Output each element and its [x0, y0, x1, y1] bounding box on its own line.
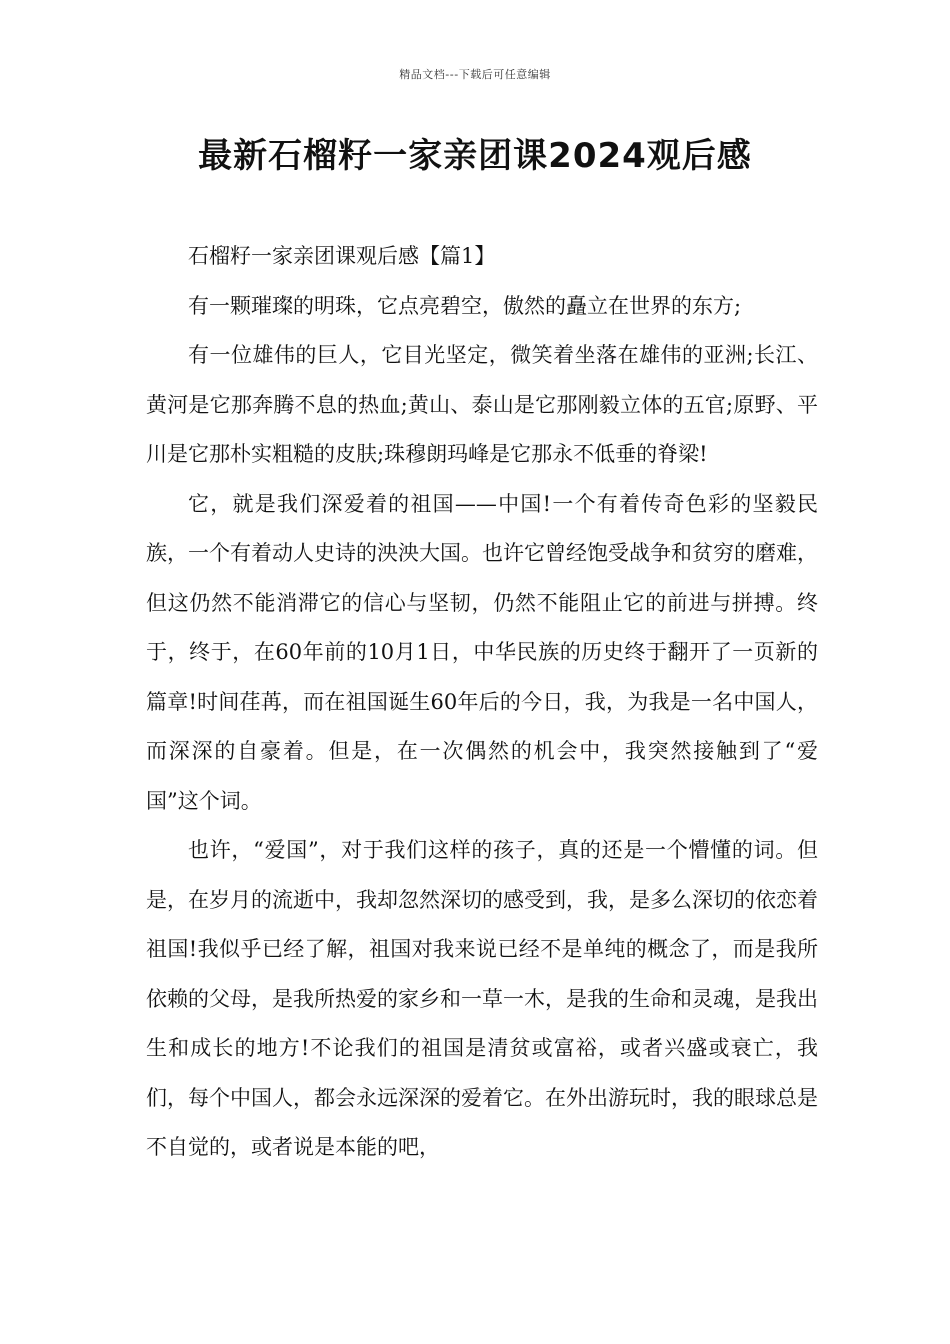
paragraph: 它，就是我们深爱着的祖国——中国!一个有着传奇色彩的坚毅民族，一个有着动人史诗的泱泱大国。也许它曾经饱受战争和贫穷的磨难，但这仍然不能消滞它的信心与坚韧，仍然不能阻止它的前进与拼搏。终于，终于，在60年前的10月1日，中华民族的历史终于翻开了一页新的篇章!时间荏苒，而在祖国诞生60年后的今日，我，为我是一名中国人，而深深的自豪着。但是，在一次偶然的机会中，我突然接触到了“爱国”这个词。 — [146, 491, 818, 813]
paragraph: 有一颗璀璨的明珠，它点亮碧空，傲然的矗立在世界的东方; — [188, 293, 742, 318]
section-heading: 石榴籽一家亲团课观后感【篇1】 — [188, 244, 496, 268]
paragraph: 也许，“爱国”，对于我们这样的孩子，真的还是一个懵懂的词。但是，在岁月的流逝中，我却忽然深切的感受到，我，是多么深切的依恋着祖国!我似乎已经了解，祖国对我来说已经不是单纯的概念了，而是我所依赖的父母，是我所热爱的家乡和一草一木，是我的生命和灵魂，是我出生和成长的地方!不论我们的祖国是清贫或富裕，或者兴盛或衰亡，我们，每个中国人，都会永远深深的爱着它。在外出游玩时，我的眼球总是不自觉的，或者说是本能的吧， — [146, 838, 818, 1159]
header-note: 精品文档---下载后可任意编辑 — [399, 68, 551, 81]
paragraph: 有一位雄伟的巨人，它目光坚定，微笑着坐落在雄伟的亚洲;长江、黄河是它那奔腾不息的热血;黄山、泰山是它那刚毅立体的五官;原野、平川是它那朴实粗糙的皮肤;珠穆朗玛峰是它那永不低垂的脊梁! — [146, 343, 818, 466]
document-body — [146, 232, 818, 1173]
document-title: 最新石榴籽一家亲团课2024观后感 — [198, 136, 752, 176]
